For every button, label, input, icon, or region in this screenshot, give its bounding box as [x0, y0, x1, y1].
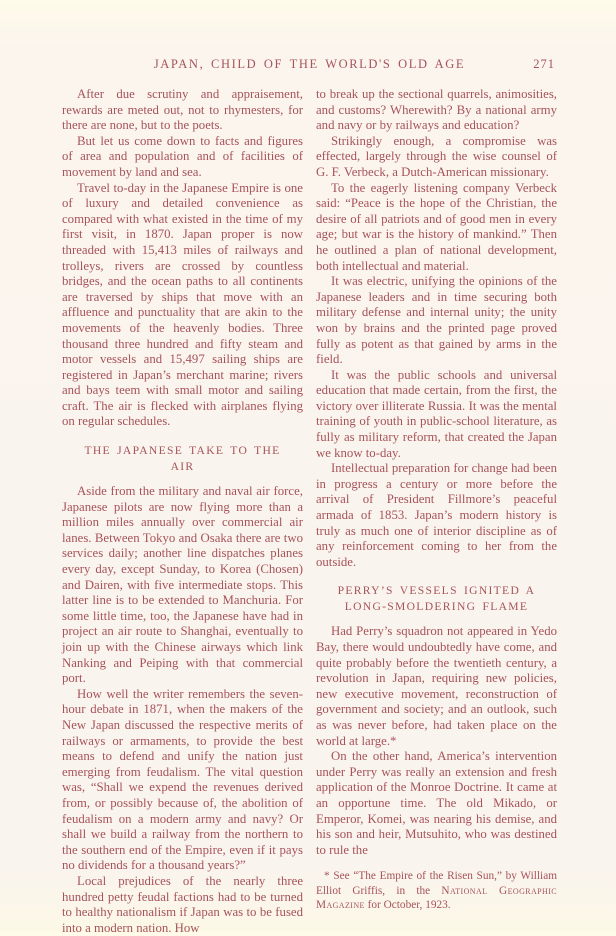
paragraph: Aside from the military and naval air force, Japanese pilots are now flying more than a million miles annually over commercial air lanes. Between Tokyo and Osaka there are two services daily; another line dispatches planes every day, except Sunday, to Korea (Chosen) and Dairen, with five intermediate stops. This latter line is to be extended to Manchuria. For some little time, too, the Japanese have had in project an air route to Shanghai, eventually to join up with the Chinese airways which link Nanking and Peiping with that commercial port. [62, 484, 303, 686]
paragraph: It was electric, unifying the opinions of the Japanese leaders and in time securing both military defense and internal unity; the unity won by brains and the printed page proved fully as potent as that gained by arms in the field. [316, 274, 557, 367]
left-column [62, 87, 303, 936]
text-block [62, 57, 557, 936]
paragraph: But let us come down to facts and figures of area and population and of facilities of movement by land and sea. [62, 133, 303, 179]
paragraph: to break up the sectional quarrels, animosities, and customs? Wherewith? By a national army and navy or by railways and education? [316, 87, 557, 133]
running-head [62, 57, 557, 87]
paragraph: Local prejudices of the nearly three hundred petty feudal factions had to be turned to healthy nationalism if Japan was to be fused into a modern nation. How [62, 873, 303, 935]
paragraph: Had Perry’s squadron not appeared in Yedo Bay, there would undoubtedly have come, and quite probably before the twentieth century, a revolution in Japan, requiring new policies, new executive movement, reconstruction of government and society; and an outlook, such as was never before, had taken place on the world at large.* [316, 624, 557, 748]
two-column-text [62, 87, 557, 936]
section-heading-japanese-take-to-the-air: THE JAPANESE TAKE TO THE AIR [84, 444, 281, 474]
section-heading-perrys-vessels: PERRY’S VESSELS IGNITED A LONG-SMOLDERING FLAME [337, 584, 536, 614]
page-title: JAPAN, CHILD OF THE WORLD'S OLD AGE [153, 57, 466, 71]
footnote-magazine-name: National Geographic Magazine [316, 884, 557, 911]
paragraph: After due scrutiny and appraisement, rewards are meted out, not to rhymesters, for there are none, but to the poets. [62, 87, 303, 133]
right-column [316, 87, 557, 936]
paragraph: Strikingly enough, a compromise was effected, largely through the wise counsel of G. F. Verbeck, a Dutch-American missionary. [316, 133, 557, 179]
paragraph: Intellectual preparation for change had been in progress a century or more before the arrival of President Fillmore’s peaceful armada of 1853. Japan’s modern history is truly as much one of interior discipline as of any reinforcement coming to her from the outside. [316, 461, 557, 569]
footnote-date: for October, 1923. [364, 898, 451, 911]
footnote-text: * See “The Empire of the Risen Sun,” by William Elliot Griffis, in the [316, 870, 557, 897]
paragraph: It was the public schools and universal education that made certain, from the first, the victory over illiterate Russia. It was the mental training of youth in public-school literature, as fully as military reform, that created the Japan we know to-day. [316, 367, 557, 460]
paragraph: Travel to-day in the Japanese Empire is one of luxury and detailed convenience as compared with what existed in the time of my first visit, in 1870. Japan proper is now threaded with 15,413 miles of railways and trolleys, rivers are crossed by countless bridges, and the ocean paths to all continents are traversed by ships that move with an affluence and punctuality that are akin to the movements of the heavenly bodies. Three thousand three hundred and fifty steam and motor vessels and 15,497 sailing ships are registered in Japan’s merchant marine; rivers and bays teem with small motor and sailing craft. The air is flecked with airplanes flying on regular schedules. [62, 180, 303, 429]
paragraph: To the eagerly listening company Verbeck said: “Peace is the hope of the Christian, the desire of all patriots and of good men in every age; but war is the history of mankind.” Then he outlined a plan of national development, both intellectual and material. [316, 180, 557, 273]
page-number: 271 [533, 57, 555, 71]
paragraph: How well the writer remembers the seven-hour debate in 1871, when the makers of the New Japan discussed the respective merits of railways or armaments, to provide the best means to defend and unify the nation just emerging from feudalism. The vital question was, “Shall we expend the revenues derived from, or possibly because of, the abolition of feudalism on a modern army and navy? Or shall we build a railway from the northern to the southern end of the Empire, even if it pays no dividends for a thousand years?” [62, 686, 303, 873]
paragraph: On the other hand, America’s intervention under Perry was really an extension and fresh application of the Monroe Doctrine. It came at an opportune time. The old Mikado, or Emperor, Komei, was nearing his demise, and his son and heir, Mutsuhito, who was destined to rule the [316, 749, 557, 857]
footnote [316, 869, 557, 912]
